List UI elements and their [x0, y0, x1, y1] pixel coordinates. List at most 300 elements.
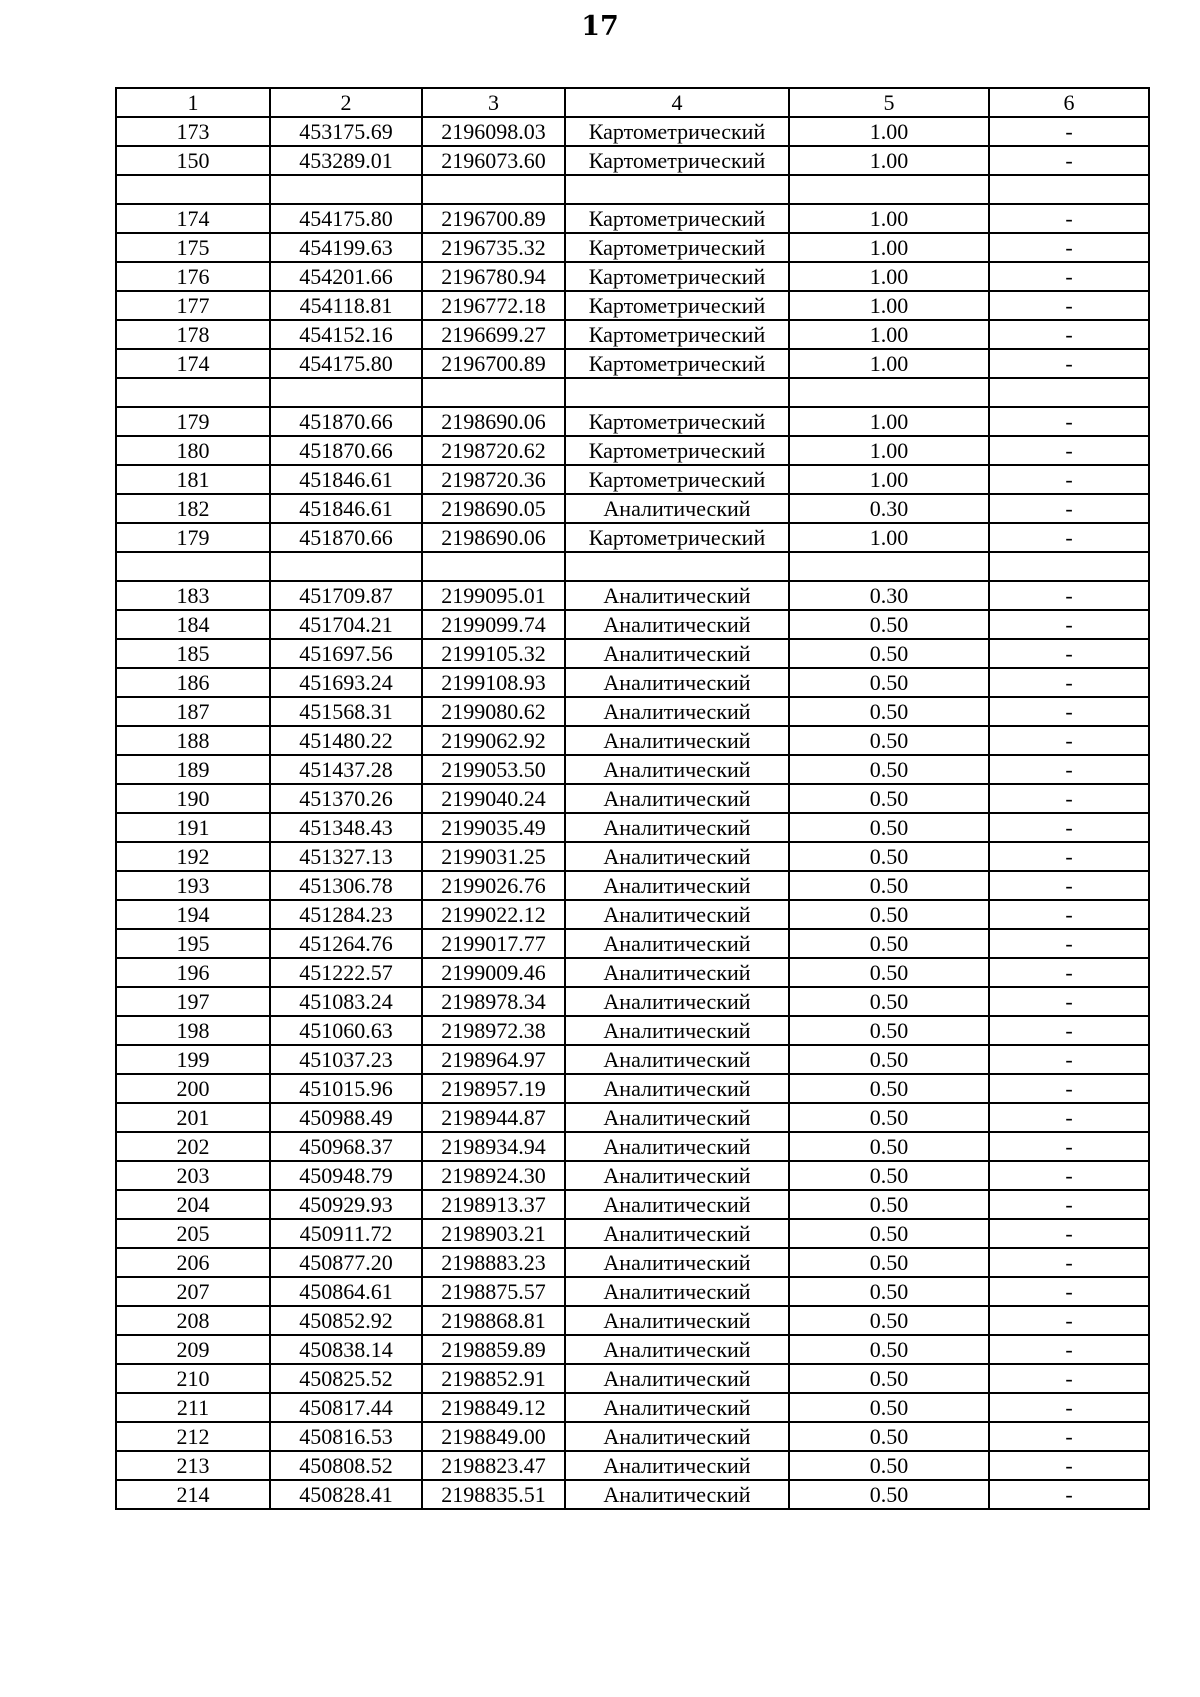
- y-coordinate-cell: [422, 378, 565, 407]
- x-coordinate-cell: [270, 175, 422, 204]
- table-header: [116, 88, 1149, 117]
- point-number-cell: 186: [116, 668, 270, 697]
- x-coordinate-cell: 451060.63: [270, 1016, 422, 1045]
- x-coordinate-cell: 454201.66: [270, 262, 422, 291]
- point-number-cell: 175: [116, 233, 270, 262]
- method-cell: Аналитический: [565, 1393, 789, 1422]
- table-row: [116, 1306, 1149, 1335]
- table-row: [116, 175, 1149, 204]
- table-row: [116, 871, 1149, 900]
- accuracy-cell: 0.50: [789, 1306, 989, 1335]
- y-coordinate-cell: 2199105.32: [422, 639, 565, 668]
- column-header: 5: [789, 88, 989, 117]
- note-cell: -: [989, 1074, 1149, 1103]
- method-cell: Картометрический: [565, 233, 789, 262]
- note-cell: -: [989, 204, 1149, 233]
- accuracy-cell: 1.00: [789, 465, 989, 494]
- accuracy-cell: 0.50: [789, 1045, 989, 1074]
- note-cell: -: [989, 813, 1149, 842]
- method-cell: Аналитический: [565, 958, 789, 987]
- note-cell: -: [989, 1103, 1149, 1132]
- accuracy-cell: 1.00: [789, 117, 989, 146]
- note-cell: -: [989, 465, 1149, 494]
- table-row: [116, 697, 1149, 726]
- method-cell: Аналитический: [565, 1306, 789, 1335]
- method-cell: Картометрический: [565, 117, 789, 146]
- note-cell: -: [989, 697, 1149, 726]
- table-row: [116, 929, 1149, 958]
- y-coordinate-cell: 2198883.23: [422, 1248, 565, 1277]
- table-row: [116, 755, 1149, 784]
- x-coordinate-cell: 451846.61: [270, 465, 422, 494]
- x-coordinate-cell: 451370.26: [270, 784, 422, 813]
- point-number-cell: 211: [116, 1393, 270, 1422]
- note-cell: -: [989, 929, 1149, 958]
- table-row: [116, 639, 1149, 668]
- point-number-cell: 201: [116, 1103, 270, 1132]
- point-number-cell: 185: [116, 639, 270, 668]
- table-row: [116, 204, 1149, 233]
- accuracy-cell: 0.50: [789, 610, 989, 639]
- accuracy-cell: 1.00: [789, 407, 989, 436]
- point-number-cell: 174: [116, 204, 270, 233]
- method-cell: Картометрический: [565, 407, 789, 436]
- header-row: [116, 88, 1149, 117]
- table-row: [116, 1480, 1149, 1509]
- table-row: [116, 1248, 1149, 1277]
- accuracy-cell: 0.50: [789, 1364, 989, 1393]
- accuracy-cell: 0.50: [789, 668, 989, 697]
- accuracy-cell: [789, 175, 989, 204]
- accuracy-cell: 0.50: [789, 784, 989, 813]
- point-number-cell: 184: [116, 610, 270, 639]
- note-cell: [989, 552, 1149, 581]
- y-coordinate-cell: [422, 552, 565, 581]
- table-row: [116, 581, 1149, 610]
- method-cell: Картометрический: [565, 291, 789, 320]
- column-header: 1: [116, 88, 270, 117]
- table-row: [116, 1132, 1149, 1161]
- x-coordinate-cell: 450852.92: [270, 1306, 422, 1335]
- y-coordinate-cell: 2198690.06: [422, 523, 565, 552]
- method-cell: Аналитический: [565, 1364, 789, 1393]
- point-number-cell: 174: [116, 349, 270, 378]
- note-cell: -: [989, 1045, 1149, 1074]
- method-cell: Картометрический: [565, 465, 789, 494]
- accuracy-cell: 0.50: [789, 726, 989, 755]
- column-header: 3: [422, 88, 565, 117]
- point-number-cell: 182: [116, 494, 270, 523]
- x-coordinate-cell: 451264.76: [270, 929, 422, 958]
- method-cell: Аналитический: [565, 1103, 789, 1132]
- accuracy-cell: 0.50: [789, 639, 989, 668]
- accuracy-cell: 1.00: [789, 262, 989, 291]
- note-cell: -: [989, 233, 1149, 262]
- y-coordinate-cell: 2198690.05: [422, 494, 565, 523]
- method-cell: Картометрический: [565, 320, 789, 349]
- table-row: [116, 1190, 1149, 1219]
- point-number-cell: 197: [116, 987, 270, 1016]
- note-cell: -: [989, 1190, 1149, 1219]
- x-coordinate-cell: 450911.72: [270, 1219, 422, 1248]
- accuracy-cell: 0.50: [789, 987, 989, 1016]
- note-cell: -: [989, 1248, 1149, 1277]
- point-number-cell: [116, 175, 270, 204]
- x-coordinate-cell: [270, 552, 422, 581]
- note-cell: -: [989, 1219, 1149, 1248]
- point-number-cell: 192: [116, 842, 270, 871]
- table-row: [116, 436, 1149, 465]
- point-number-cell: 214: [116, 1480, 270, 1509]
- y-coordinate-cell: 2199009.46: [422, 958, 565, 987]
- table-row: [116, 552, 1149, 581]
- table-row: [116, 349, 1149, 378]
- point-number-cell: 189: [116, 755, 270, 784]
- y-coordinate-cell: 2198849.12: [422, 1393, 565, 1422]
- x-coordinate-cell: 451015.96: [270, 1074, 422, 1103]
- accuracy-cell: 0.50: [789, 697, 989, 726]
- x-coordinate-cell: 450817.44: [270, 1393, 422, 1422]
- accuracy-cell: 1.00: [789, 320, 989, 349]
- point-number-cell: 180: [116, 436, 270, 465]
- table-row: [116, 117, 1149, 146]
- x-coordinate-cell: 450877.20: [270, 1248, 422, 1277]
- point-number-cell: 176: [116, 262, 270, 291]
- x-coordinate-cell: [270, 378, 422, 407]
- point-number-cell: 203: [116, 1161, 270, 1190]
- note-cell: -: [989, 871, 1149, 900]
- y-coordinate-cell: 2198875.57: [422, 1277, 565, 1306]
- accuracy-cell: [789, 552, 989, 581]
- accuracy-cell: 0.50: [789, 755, 989, 784]
- method-cell: Аналитический: [565, 610, 789, 639]
- note-cell: -: [989, 668, 1149, 697]
- table-row: [116, 610, 1149, 639]
- point-number-cell: 212: [116, 1422, 270, 1451]
- y-coordinate-cell: 2198944.87: [422, 1103, 565, 1132]
- point-number-cell: [116, 552, 270, 581]
- accuracy-cell: 0.50: [789, 1190, 989, 1219]
- note-cell: -: [989, 1422, 1149, 1451]
- y-coordinate-cell: 2198964.97: [422, 1045, 565, 1074]
- x-coordinate-cell: 453175.69: [270, 117, 422, 146]
- note-cell: -: [989, 436, 1149, 465]
- point-number-cell: 190: [116, 784, 270, 813]
- point-number-cell: 210: [116, 1364, 270, 1393]
- method-cell: Аналитический: [565, 1016, 789, 1045]
- table-row: [116, 987, 1149, 1016]
- point-number-cell: 196: [116, 958, 270, 987]
- table-row: [116, 1422, 1149, 1451]
- table-row: [116, 407, 1149, 436]
- method-cell: Аналитический: [565, 1248, 789, 1277]
- y-coordinate-cell: 2199099.74: [422, 610, 565, 639]
- point-number-cell: [116, 378, 270, 407]
- table-row: [116, 1364, 1149, 1393]
- y-coordinate-cell: 2198957.19: [422, 1074, 565, 1103]
- note-cell: -: [989, 523, 1149, 552]
- accuracy-cell: 0.50: [789, 1422, 989, 1451]
- point-number-cell: 200: [116, 1074, 270, 1103]
- method-cell: Аналитический: [565, 494, 789, 523]
- accuracy-cell: 0.50: [789, 958, 989, 987]
- table-row: [116, 668, 1149, 697]
- table-row: [116, 233, 1149, 262]
- accuracy-cell: [789, 378, 989, 407]
- table-row: [116, 1103, 1149, 1132]
- x-coordinate-cell: 454175.80: [270, 204, 422, 233]
- x-coordinate-cell: 451846.61: [270, 494, 422, 523]
- x-coordinate-cell: 451284.23: [270, 900, 422, 929]
- x-coordinate-cell: 451709.87: [270, 581, 422, 610]
- y-coordinate-cell: 2199080.62: [422, 697, 565, 726]
- y-coordinate-cell: 2196073.60: [422, 146, 565, 175]
- method-cell: Аналитический: [565, 987, 789, 1016]
- point-number-cell: 195: [116, 929, 270, 958]
- y-coordinate-cell: 2199053.50: [422, 755, 565, 784]
- table-row: [116, 320, 1149, 349]
- x-coordinate-cell: 451037.23: [270, 1045, 422, 1074]
- x-coordinate-cell: 450864.61: [270, 1277, 422, 1306]
- accuracy-cell: 0.30: [789, 494, 989, 523]
- y-coordinate-cell: 2199035.49: [422, 813, 565, 842]
- method-cell: Картометрический: [565, 523, 789, 552]
- coordinates-table: [115, 87, 1150, 1510]
- note-cell: -: [989, 581, 1149, 610]
- y-coordinate-cell: [422, 175, 565, 204]
- note-cell: [989, 175, 1149, 204]
- x-coordinate-cell: 450816.53: [270, 1422, 422, 1451]
- note-cell: -: [989, 987, 1149, 1016]
- method-cell: Аналитический: [565, 813, 789, 842]
- y-coordinate-cell: 2196700.89: [422, 349, 565, 378]
- accuracy-cell: 0.50: [789, 813, 989, 842]
- note-cell: -: [989, 117, 1149, 146]
- method-cell: Аналитический: [565, 1480, 789, 1509]
- point-number-cell: 194: [116, 900, 270, 929]
- note-cell: -: [989, 755, 1149, 784]
- table-body: [116, 117, 1149, 1509]
- accuracy-cell: 1.00: [789, 204, 989, 233]
- accuracy-cell: 1.00: [789, 291, 989, 320]
- accuracy-cell: 0.50: [789, 1480, 989, 1509]
- x-coordinate-cell: 451704.21: [270, 610, 422, 639]
- method-cell: Картометрический: [565, 349, 789, 378]
- point-number-cell: 177: [116, 291, 270, 320]
- table-row: [116, 842, 1149, 871]
- y-coordinate-cell: 2196098.03: [422, 117, 565, 146]
- method-cell: Аналитический: [565, 929, 789, 958]
- note-cell: -: [989, 842, 1149, 871]
- y-coordinate-cell: 2198903.21: [422, 1219, 565, 1248]
- method-cell: Аналитический: [565, 1277, 789, 1306]
- point-number-cell: 204: [116, 1190, 270, 1219]
- point-number-cell: 205: [116, 1219, 270, 1248]
- note-cell: -: [989, 291, 1149, 320]
- method-cell: Аналитический: [565, 784, 789, 813]
- accuracy-cell: 0.50: [789, 1219, 989, 1248]
- point-number-cell: 188: [116, 726, 270, 755]
- table-row: [116, 378, 1149, 407]
- y-coordinate-cell: 2199022.12: [422, 900, 565, 929]
- x-coordinate-cell: 450838.14: [270, 1335, 422, 1364]
- method-cell: Аналитический: [565, 1132, 789, 1161]
- note-cell: -: [989, 262, 1149, 291]
- note-cell: -: [989, 1016, 1149, 1045]
- accuracy-cell: 0.50: [789, 1393, 989, 1422]
- table-row: [116, 1335, 1149, 1364]
- method-cell: Аналитический: [565, 842, 789, 871]
- table-row: [116, 146, 1149, 175]
- x-coordinate-cell: 450988.49: [270, 1103, 422, 1132]
- table-row: [116, 1016, 1149, 1045]
- accuracy-cell: 0.50: [789, 929, 989, 958]
- point-number-cell: 173: [116, 117, 270, 146]
- accuracy-cell: 1.00: [789, 349, 989, 378]
- method-cell: Аналитический: [565, 900, 789, 929]
- y-coordinate-cell: 2196700.89: [422, 204, 565, 233]
- y-coordinate-cell: 2199108.93: [422, 668, 565, 697]
- table-row: [116, 1045, 1149, 1074]
- note-cell: -: [989, 726, 1149, 755]
- y-coordinate-cell: 2196772.18: [422, 291, 565, 320]
- table-row: [116, 813, 1149, 842]
- table-row: [116, 494, 1149, 523]
- point-number-cell: 178: [116, 320, 270, 349]
- method-cell: Картометрический: [565, 146, 789, 175]
- y-coordinate-cell: 2196735.32: [422, 233, 565, 262]
- method-cell: Аналитический: [565, 1335, 789, 1364]
- accuracy-cell: 0.50: [789, 1335, 989, 1364]
- y-coordinate-cell: 2198978.34: [422, 987, 565, 1016]
- page-number: 17: [581, 11, 619, 42]
- note-cell: -: [989, 1480, 1149, 1509]
- accuracy-cell: 0.50: [789, 1277, 989, 1306]
- x-coordinate-cell: 450825.52: [270, 1364, 422, 1393]
- y-coordinate-cell: 2196780.94: [422, 262, 565, 291]
- x-coordinate-cell: 451437.28: [270, 755, 422, 784]
- note-cell: -: [989, 146, 1149, 175]
- point-number-cell: 202: [116, 1132, 270, 1161]
- method-cell: Аналитический: [565, 726, 789, 755]
- x-coordinate-cell: 450948.79: [270, 1161, 422, 1190]
- accuracy-cell: 0.50: [789, 1074, 989, 1103]
- accuracy-cell: 1.00: [789, 233, 989, 262]
- y-coordinate-cell: 2198924.30: [422, 1161, 565, 1190]
- point-number-cell: 187: [116, 697, 270, 726]
- method-cell: Аналитический: [565, 871, 789, 900]
- x-coordinate-cell: 451568.31: [270, 697, 422, 726]
- note-cell: -: [989, 900, 1149, 929]
- point-number-cell: 207: [116, 1277, 270, 1306]
- x-coordinate-cell: 454152.16: [270, 320, 422, 349]
- method-cell: Картометрический: [565, 436, 789, 465]
- x-coordinate-cell: 451327.13: [270, 842, 422, 871]
- x-coordinate-cell: 451693.24: [270, 668, 422, 697]
- note-cell: -: [989, 1364, 1149, 1393]
- x-coordinate-cell: 451480.22: [270, 726, 422, 755]
- accuracy-cell: 0.50: [789, 871, 989, 900]
- point-number-cell: 179: [116, 523, 270, 552]
- column-header: 6: [989, 88, 1149, 117]
- method-cell: Аналитический: [565, 1161, 789, 1190]
- accuracy-cell: 1.00: [789, 523, 989, 552]
- point-number-cell: 193: [116, 871, 270, 900]
- x-coordinate-cell: 451870.66: [270, 407, 422, 436]
- table-row: [116, 1219, 1149, 1248]
- table-row: [116, 726, 1149, 755]
- table-row: [116, 262, 1149, 291]
- method-cell: [565, 175, 789, 204]
- x-coordinate-cell: 451697.56: [270, 639, 422, 668]
- x-coordinate-cell: 451870.66: [270, 436, 422, 465]
- method-cell: Аналитический: [565, 581, 789, 610]
- accuracy-cell: 1.00: [789, 146, 989, 175]
- note-cell: -: [989, 349, 1149, 378]
- y-coordinate-cell: 2198852.91: [422, 1364, 565, 1393]
- x-coordinate-cell: 451222.57: [270, 958, 422, 987]
- accuracy-cell: 0.30: [789, 581, 989, 610]
- note-cell: -: [989, 320, 1149, 349]
- y-coordinate-cell: 2199095.01: [422, 581, 565, 610]
- point-number-cell: 181: [116, 465, 270, 494]
- point-number-cell: 183: [116, 581, 270, 610]
- accuracy-cell: 0.50: [789, 1248, 989, 1277]
- x-coordinate-cell: 451083.24: [270, 987, 422, 1016]
- method-cell: Картометрический: [565, 204, 789, 233]
- table-row: [116, 1451, 1149, 1480]
- y-coordinate-cell: 2198913.37: [422, 1190, 565, 1219]
- x-coordinate-cell: 451306.78: [270, 871, 422, 900]
- y-coordinate-cell: 2199062.92: [422, 726, 565, 755]
- table-row: [116, 291, 1149, 320]
- table-row: [116, 1277, 1149, 1306]
- y-coordinate-cell: 2199040.24: [422, 784, 565, 813]
- point-number-cell: 206: [116, 1248, 270, 1277]
- accuracy-cell: 0.50: [789, 1103, 989, 1132]
- method-cell: Аналитический: [565, 639, 789, 668]
- note-cell: -: [989, 1277, 1149, 1306]
- note-cell: -: [989, 1132, 1149, 1161]
- x-coordinate-cell: 450808.52: [270, 1451, 422, 1480]
- point-number-cell: 198: [116, 1016, 270, 1045]
- y-coordinate-cell: 2198720.36: [422, 465, 565, 494]
- method-cell: Аналитический: [565, 1074, 789, 1103]
- x-coordinate-cell: 450929.93: [270, 1190, 422, 1219]
- note-cell: -: [989, 407, 1149, 436]
- method-cell: Аналитический: [565, 1190, 789, 1219]
- note-cell: -: [989, 784, 1149, 813]
- note-cell: [989, 378, 1149, 407]
- point-number-cell: 199: [116, 1045, 270, 1074]
- table-row: [116, 523, 1149, 552]
- table-row: [116, 784, 1149, 813]
- note-cell: -: [989, 1306, 1149, 1335]
- y-coordinate-cell: 2198849.00: [422, 1422, 565, 1451]
- y-coordinate-cell: 2198972.38: [422, 1016, 565, 1045]
- x-coordinate-cell: 453289.01: [270, 146, 422, 175]
- point-number-cell: 208: [116, 1306, 270, 1335]
- method-cell: [565, 552, 789, 581]
- accuracy-cell: 0.50: [789, 1016, 989, 1045]
- note-cell: -: [989, 1335, 1149, 1364]
- y-coordinate-cell: 2198859.89: [422, 1335, 565, 1364]
- table-row: [116, 1161, 1149, 1190]
- note-cell: -: [989, 610, 1149, 639]
- accuracy-cell: 0.50: [789, 842, 989, 871]
- note-cell: -: [989, 1161, 1149, 1190]
- y-coordinate-cell: 2199031.25: [422, 842, 565, 871]
